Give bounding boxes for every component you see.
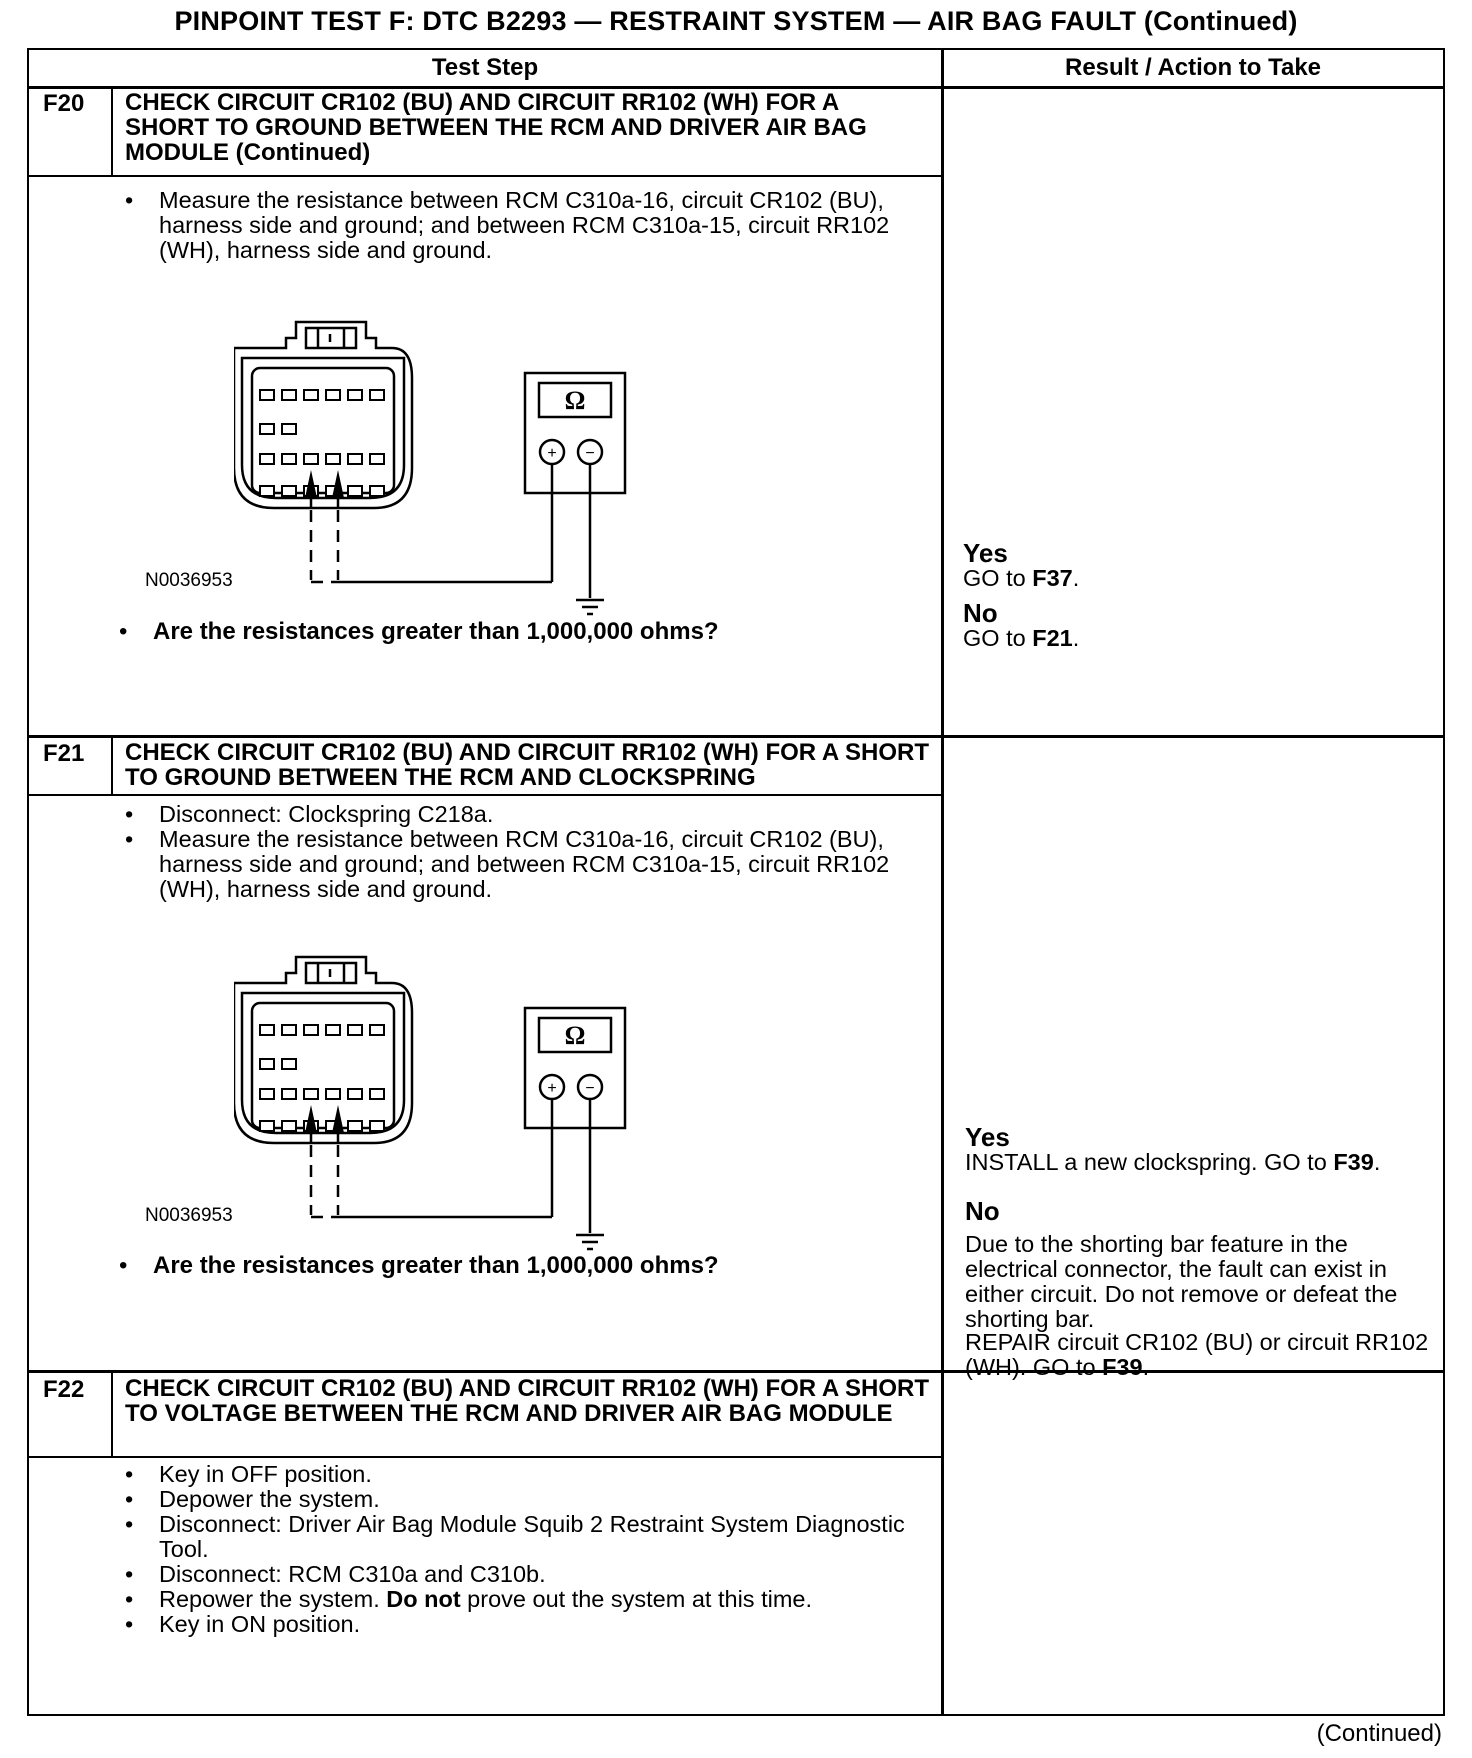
list-item: • Measure the resistance between RCM C310a-16, circuit CR102 (BU), harness side and ground; and between RCM C310a-15, circuit RR102 (WH), harness side and ground.	[119, 188, 929, 263]
plus-terminal-label: +	[547, 445, 557, 462]
result-no-label: No	[965, 1196, 1000, 1226]
step-id: F20	[43, 90, 85, 117]
result-no-explanation: Due to the shorting bar feature in the electrical connector, the fault can exist in either circuit. Do not remove or defeat the shorting bar.	[965, 1231, 1398, 1332]
step-id: F21	[43, 740, 85, 767]
list-item: • Key in OFF position.	[119, 1462, 929, 1487]
figure-code: N0036953	[145, 570, 233, 591]
column-divider	[941, 50, 944, 1714]
step-reference[interactable]: F37	[1032, 565, 1073, 591]
header-result-action: Result / Action to Take	[1064, 54, 1322, 81]
list-item: • Repower the system. Do not prove out the system at this time.	[119, 1587, 929, 1612]
minus-terminal-label: −	[585, 1080, 595, 1097]
step-title: CHECK CIRCUIT CR102 (BU) AND CIRCUIT RR102 (WH) FOR A SHORT TO GROUND BETWEEN THE RCM AND DRIVER AIR BAG MODULE (Continued)	[125, 89, 867, 166]
result-yes-action: INSTALL a new clockspring. GO to F39.	[965, 1149, 1381, 1175]
result-no-action: REPAIR circuit CR102 (BU) or circuit RR102 (WH). GO to F39.	[965, 1329, 1429, 1380]
id-column-divider	[111, 735, 113, 796]
step-reference[interactable]: F21	[1032, 625, 1073, 651]
plus-terminal-label: +	[547, 1080, 557, 1097]
connector-ohmmeter-diagram	[234, 320, 634, 665]
step-instructions	[119, 802, 929, 902]
list-item: • Disconnect: Clockspring C218a.	[119, 802, 929, 827]
row-divider	[29, 175, 941, 177]
result-yes-label: Yes	[963, 538, 1008, 568]
figure-code: N0036953	[145, 1205, 233, 1226]
result-no-action: GO to F21.	[963, 625, 1080, 651]
step-question: • Are the resistances greater than 1,000,000 ohms?	[153, 1252, 719, 1280]
step-instructions	[119, 188, 929, 263]
result-yes-action: GO to F37.	[963, 565, 1080, 591]
list-item: • Disconnect: Driver Air Bag Module Squib 2 Restraint System Diagnostic Tool.	[119, 1512, 929, 1562]
list-item: • Disconnect: RCM C310a and C310b.	[119, 1562, 929, 1587]
list-item: • Measure the resistance between RCM C310a-16, circuit CR102 (BU), harness side and ground; and between RCM C310a-15, circuit RR102 (WH), harness side and ground.	[119, 827, 929, 902]
step-reference[interactable]: F39	[1102, 1354, 1143, 1380]
id-column-divider	[111, 86, 113, 177]
result-no-label: No	[963, 598, 998, 628]
step-reference[interactable]: F39	[1333, 1149, 1374, 1175]
row-divider	[29, 1456, 941, 1458]
row-divider	[29, 735, 1443, 738]
row-divider	[29, 794, 941, 796]
header-test-step: Test Step	[431, 54, 539, 81]
ohm-symbol: Ω	[564, 386, 586, 415]
list-item: • Depower the system.	[119, 1487, 929, 1512]
minus-terminal-label: −	[585, 445, 595, 462]
step-question: • Are the resistances greater than 1,000,000 ohms?	[153, 618, 719, 646]
step-title: CHECK CIRCUIT CR102 (BU) AND CIRCUIT RR102 (WH) FOR A SHORT TO GROUND BETWEEN THE RCM AND CLOCKSPRING	[125, 739, 930, 791]
connector-ohmmeter-diagram	[234, 955, 634, 1300]
list-item: • Key in ON position.	[119, 1612, 929, 1637]
ohm-symbol: Ω	[564, 1021, 586, 1050]
step-instructions	[119, 1462, 929, 1637]
continued-note: (Continued)	[1316, 1720, 1442, 1747]
result-yes-label: Yes	[965, 1122, 1010, 1152]
page-title: PINPOINT TEST F: DTC B2293 — RESTRAINT SYSTEM — AIR BAG FAULT (Continued)	[174, 6, 1298, 36]
pinpoint-test-table	[27, 48, 1445, 1716]
step-id: F22	[43, 1376, 85, 1403]
id-column-divider	[111, 1370, 113, 1458]
step-title: CHECK CIRCUIT CR102 (BU) AND CIRCUIT RR102 (WH) FOR A SHORT TO VOLTAGE BETWEEN THE RCM AND DRIVER AIR BAG MODULE	[125, 1375, 930, 1427]
